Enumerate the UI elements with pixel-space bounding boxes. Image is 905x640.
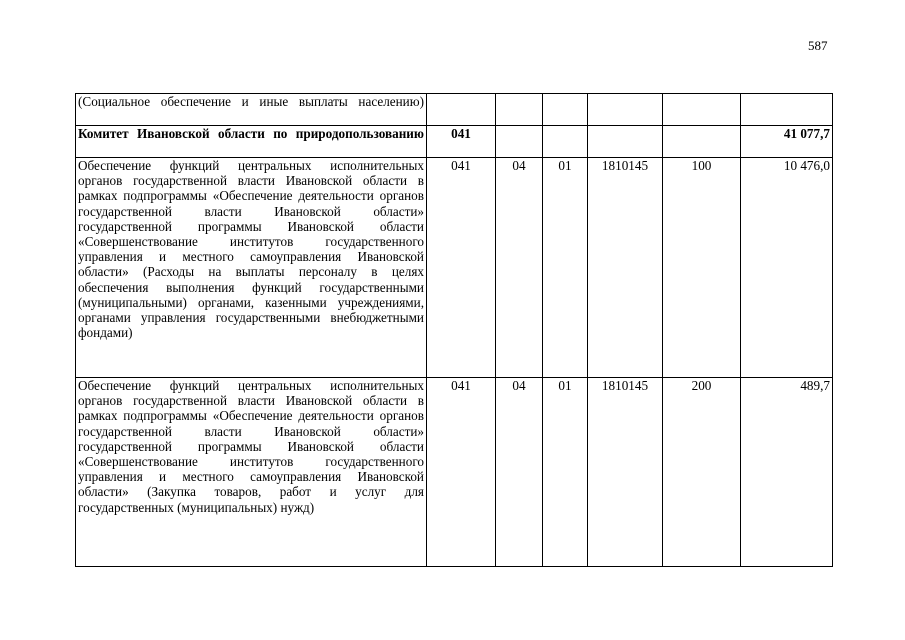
row-code bbox=[427, 94, 496, 126]
row-description: Комитет Ивановской области по природопользованию bbox=[76, 126, 427, 158]
row-description: (Социальное обеспечение и иные выплаты населению) bbox=[76, 94, 427, 126]
row-expense-type bbox=[663, 94, 741, 126]
table-row bbox=[76, 126, 833, 158]
row-subsection: 01 bbox=[543, 378, 588, 567]
row-section bbox=[496, 94, 543, 126]
table-row bbox=[76, 158, 833, 378]
row-expense-type bbox=[663, 126, 741, 158]
row-target: 1810145 bbox=[588, 378, 663, 567]
row-expense-type: 200 bbox=[663, 378, 741, 567]
row-amount: 41 077,7 bbox=[741, 126, 833, 158]
budget-table bbox=[75, 93, 833, 567]
row-subsection: 01 bbox=[543, 158, 588, 378]
row-code: 041 bbox=[427, 158, 496, 378]
row-target bbox=[588, 126, 663, 158]
row-amount: 10 476,0 bbox=[741, 158, 833, 378]
page-number: 587 bbox=[808, 38, 828, 53]
row-subsection bbox=[543, 126, 588, 158]
row-target: 1810145 bbox=[588, 158, 663, 378]
row-section bbox=[496, 126, 543, 158]
row-description: Обеспечение функций центральных исполнительных органов государственной власти Ивановской области в рамках подпрограммы «Обеспечение деятельности органов государственной власти Ивановской области» государственной программы Ивановской области «Совершенствование институтов государственного управления и местного самоуправления Ивановской области» (Расходы на выплаты персоналу в целях обеспечения выполнения функций государственными (муниципальными) органами, казенными учреждениями, органами управления государственными внебюджетными фондами) bbox=[76, 158, 427, 378]
row-subsection bbox=[543, 94, 588, 126]
row-amount: 489,7 bbox=[741, 378, 833, 567]
row-expense-type: 100 bbox=[663, 158, 741, 378]
table-row bbox=[76, 378, 833, 567]
row-section: 04 bbox=[496, 158, 543, 378]
row-description: Обеспечение функций центральных исполнительных органов государственной власти Ивановской области в рамках подпрограммы «Обеспечение деятельности органов государственной власти Ивановской области» государственной программы Ивановской области «Совершенствование институтов государственного управления и местного самоуправления Ивановской области» (Закупка товаров, работ и услуг для государственных (муниципальных) нужд) bbox=[76, 378, 427, 567]
row-section: 04 bbox=[496, 378, 543, 567]
row-code: 041 bbox=[427, 378, 496, 567]
row-amount bbox=[741, 94, 833, 126]
row-target bbox=[588, 94, 663, 126]
table-row bbox=[76, 94, 833, 126]
row-code: 041 bbox=[427, 126, 496, 158]
